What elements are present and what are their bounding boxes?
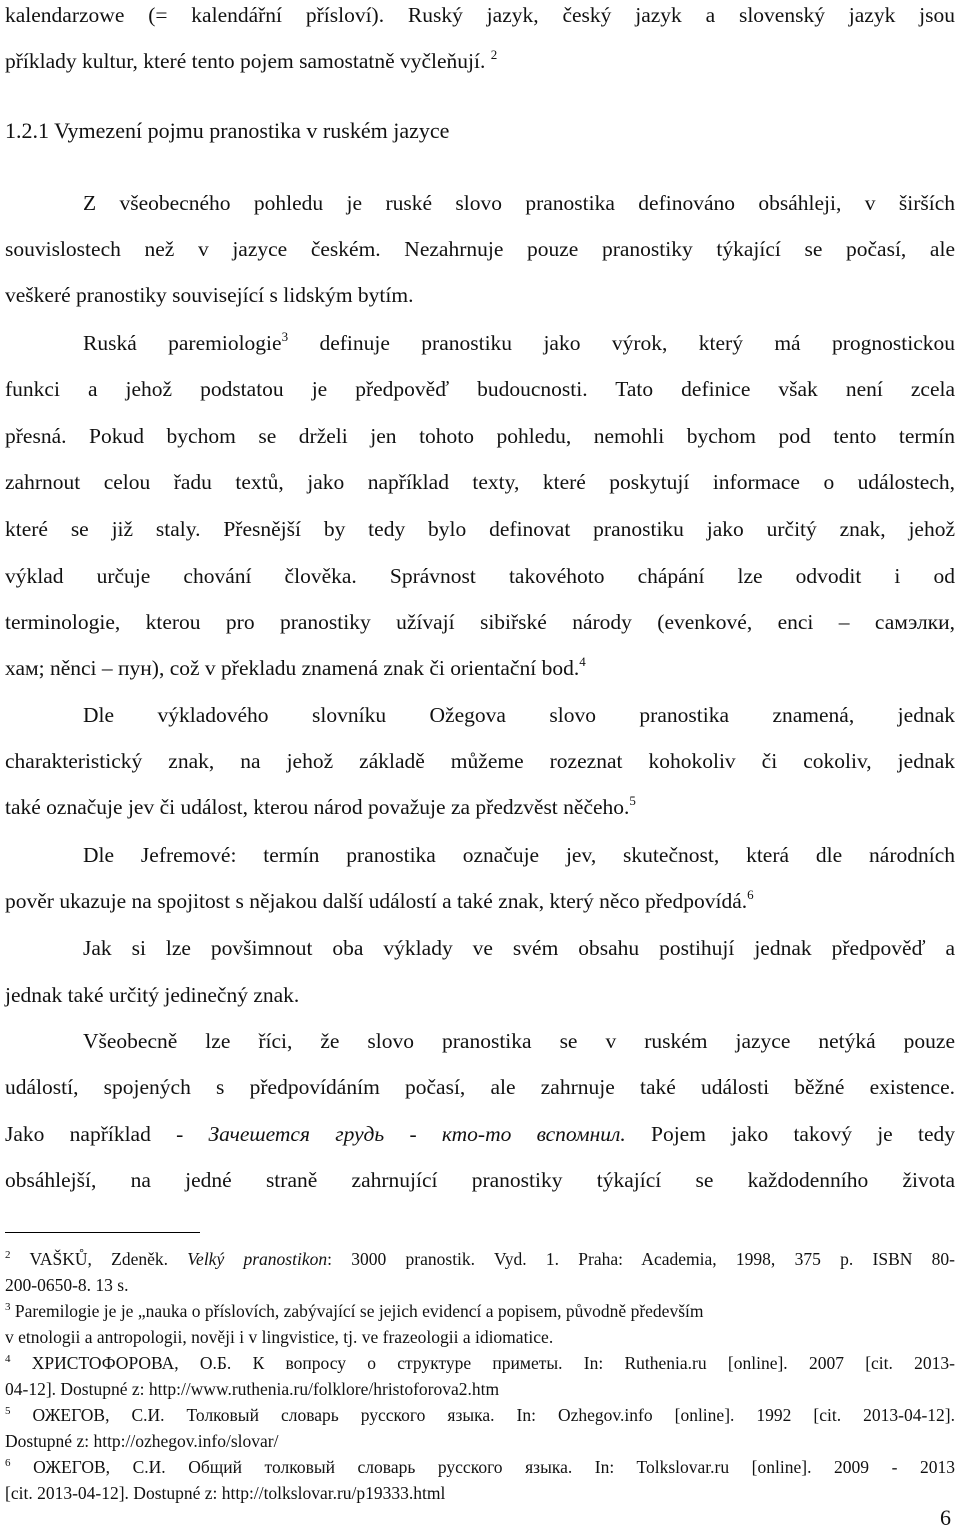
book-title: Velký pranostikon <box>187 1249 328 1269</box>
body-line: souvislostech než v jazyce českém. Nezahrnuje pouze pranostiky týkající se počasí, ale <box>5 237 955 261</box>
footnote-line <box>5 1350 955 1376</box>
footnote-number: 3 <box>5 1301 11 1313</box>
body-line: terminologie, kterou pro pranostiky užívají sibiřské národy (evenkové, enci – самэлки, <box>5 610 955 634</box>
body-line: Dle výkladového slovníku Ožegova slovo pranostika znamená, jednak <box>83 703 955 727</box>
body-line <box>5 653 955 683</box>
page-number: 6 <box>940 1505 951 1530</box>
footnote-number: 5 <box>5 1405 11 1417</box>
footnote-ref[interactable]: 4 <box>579 654 586 669</box>
body-line: událostí, spojených s předpovídáním počasí, ale zahrnuje také události běžné existence. <box>5 1075 955 1099</box>
body-line: funkci a jehož podstatou je předpověď budoucnosti. Tato definice však není zcela <box>5 377 955 401</box>
footnote-number: 4 <box>5 1353 11 1365</box>
section-heading: 1.2.1 Vymezení pojmu pranostika v ruském jazyce <box>5 118 450 143</box>
body-line: Všeobecně lze říci, že slovo pranostika se v ruském jazyce netýká pouze <box>83 1029 955 1053</box>
body-line <box>5 46 955 76</box>
footnote-ref[interactable]: 5 <box>629 793 636 808</box>
text: Ruská paremiologie <box>83 331 282 355</box>
body-line <box>5 328 955 358</box>
footnote-line[interactable]: Dostupné z: http://ozhegov.info/slovar/ <box>5 1431 279 1451</box>
footnote-line: 200-0650-8. 13 s. <box>5 1275 129 1295</box>
footnote-separator <box>5 1232 200 1233</box>
italic-example: Зачешется грудь - кто-то вспомнил. <box>208 1122 626 1146</box>
body-line: zahrnout celou řadu textů, jako například texty, které poskytují informace o událostech, <box>5 470 955 494</box>
body-line <box>5 1119 955 1149</box>
footnote-ref[interactable]: 3 <box>281 329 289 344</box>
body-line: obsáhlejší, na jedné straně zahrnující pranostiky týkající se každodenního života <box>5 1168 955 1192</box>
text: VAŠKŮ, Zdeněk. <box>10 1249 188 1269</box>
text: : 3000 pranostik. Vyd. 1. Praha: Academia, 1998, 375 p. ISBN 80- <box>327 1249 955 1269</box>
footnote-line[interactable]: [cit. 2013-04-12]. Dostupné z: http://tolkslovar.ru/p19333.html <box>5 1483 446 1503</box>
body-line: veškeré pranostiky související s lidským bytím. <box>5 283 414 307</box>
text: ХРИСТОФОРОВА, О.Б. К вопросу о структуре приметы. In: Ruthenia.ru [online]. 2007 [cit. 2013- <box>10 1353 955 1373</box>
text: příklady kultur, které tento pojem samostatně vyčleňují. <box>5 49 486 73</box>
document-page <box>5 0 955 1533</box>
text: pověr ukazuje na spojitost s nějakou další událostí a také znak, který něco předpovídá. <box>5 889 748 913</box>
text: kalendarzowe (= kalendářní přísloví). Ruský jazyk, český jazyk a slovenský jazyk jsou <box>5 3 955 27</box>
body-line: Dle Jefremové: termín pranostika označuje jev, skutečnost, která dle národních <box>83 843 955 867</box>
footnote-number: 6 <box>5 1457 11 1469</box>
text: ОЖЕГОВ, С.И. Общий толковый словарь русского языка. In: Tolkslovar.ru [online]. 2009 - 2013 <box>10 1457 955 1477</box>
footnote-number: 2 <box>5 1249 11 1261</box>
text: Paremilogie je je „nauka o příslovích, zabývající se jejich evidencí a popisem, původně především <box>10 1301 704 1321</box>
body-line <box>5 0 955 30</box>
text: definuje pranostiku jako výrok, který má prognostickou <box>288 331 956 355</box>
body-line: přesná. Pokud bychom se drželi jen tohoto pohledu, nemohli bychom pod tento termín <box>5 424 955 448</box>
body-line: Jak si lze povšimnout oba výklady ve svém obsahu postihují jednak předpověď a <box>83 936 955 960</box>
body-line: které se již staly. Přesnější by tedy bylo definovat pranostiku jako určitý znak, jehož <box>5 517 955 541</box>
text: хам; něnci – пун), což v překladu znamená znak či orientační bod. <box>5 656 580 680</box>
body-line: výklad určuje chování člověka. Správnost takovéhoto chápání lze odvodit i od <box>5 564 955 588</box>
footnote-ref[interactable]: 6 <box>747 887 754 902</box>
footnote-ref[interactable]: 2 <box>490 47 498 62</box>
body-line: Z všeobecného pohledu je ruské slovo pranostika definováno obsáhleji, v širších <box>83 191 955 215</box>
footnote-line <box>5 1402 955 1428</box>
footnote-line: v etnologii a antropologii, nověji i v lingvistice, tj. ve frazeologii a idiomatice. <box>5 1327 554 1347</box>
body-line: jednak také určitý jedinečný znak. <box>5 983 300 1007</box>
footnote-line[interactable]: 04-12]. Dostupné z: http://www.ruthenia.ru/folklore/hristoforova2.htm <box>5 1379 500 1399</box>
footnote-line <box>5 1246 955 1272</box>
text: také označuje jev či událost, kterou národ považuje za předzvěst něčeho. <box>5 795 630 819</box>
text: Pojem jako takový je tedy <box>625 1122 955 1146</box>
footnote-line <box>5 1454 955 1480</box>
text: ОЖЕГОВ, С.И. Толковый словарь русского языка. In: Ozhegov.info [online]. 1992 [cit. 2013-04-12]. <box>10 1405 955 1425</box>
body-line <box>5 792 955 822</box>
body-line: charakteristický znak, na jehož základě můžeme rozeznat kohokoliv či cokoliv, jednak <box>5 749 955 773</box>
text: Jako například - <box>5 1122 209 1146</box>
footnote-line <box>5 1298 955 1324</box>
body-line <box>5 886 955 916</box>
